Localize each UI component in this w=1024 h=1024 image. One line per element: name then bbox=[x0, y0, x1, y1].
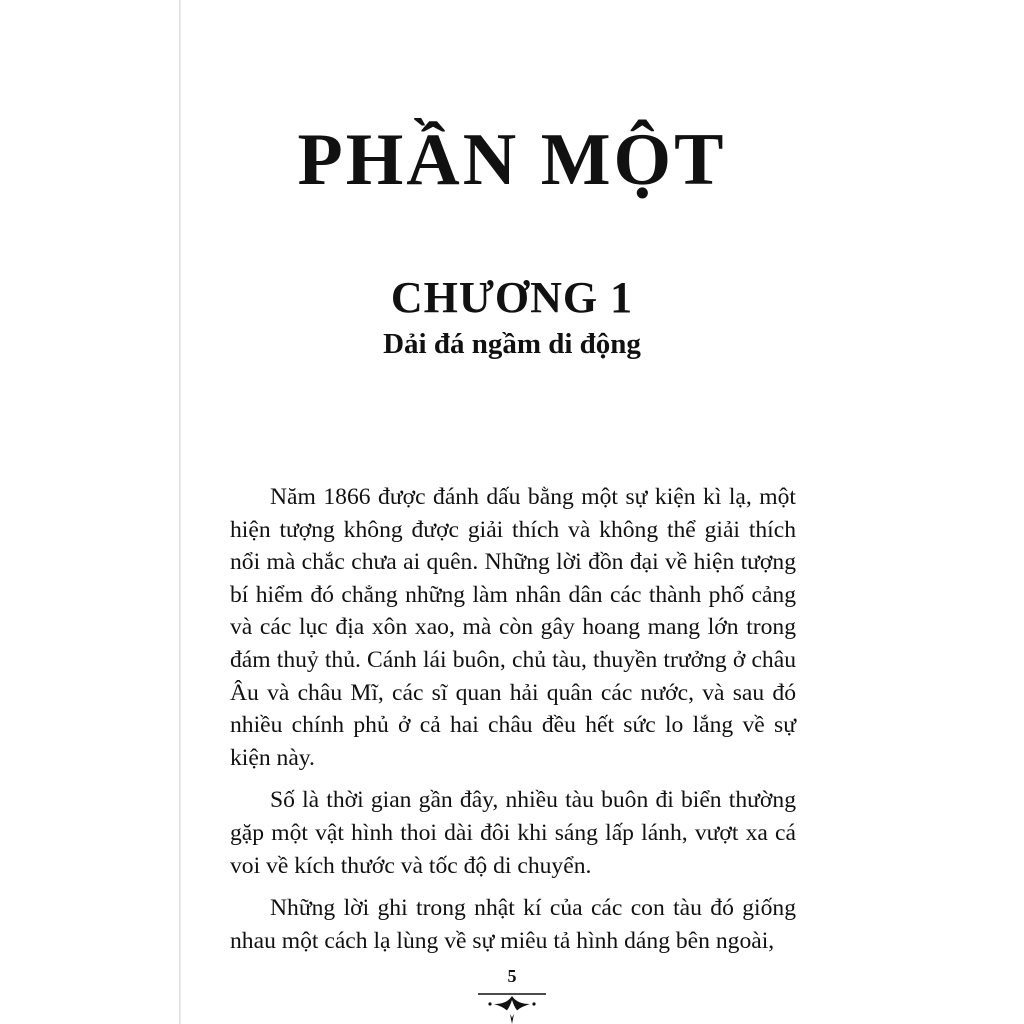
paragraph: Những lời ghi trong nhật kí của các con tàu đó giống nhau một cách lạ lùng về sự miêu tả hình dáng bên ngoài, bbox=[230, 895, 796, 954]
paragraph: Số là thời gian gần đây, nhiều tàu buôn đi biển thường gặp một vật hình thoi dài đôi khi sáng lấp lánh, vượt xa cá voi về kích thước và tốc độ di chuyển. bbox=[230, 787, 796, 879]
part-title: PHẦN MỘT bbox=[297, 119, 727, 201]
chapter-subtitle: Dải đá ngầm di động bbox=[383, 328, 641, 360]
chapter-title: CHƯƠNG 1 bbox=[390, 273, 634, 322]
paragraph: Năm 1866 được đánh dấu bằng một sự kiện kì lạ, một hiện tượng không được giải thích và không thể giải thích nổi mà chắc chưa ai quên. Những lời đồn đại về hiện tượng bí hiểm đó chẳng những làm nhân dân các thành phố cảng và các lục địa xôn xao, mà còn gây hoang mang lớn trong đám thuỷ thủ. Cánh lái buôn, chủ tàu, thuyền trưởng ở châu Âu và châu Mĩ, các sĩ quan hải quân các nước, và sau đó nhiều chính phủ ở cả hai châu đều hết sức lo lắng về sự kiện này. bbox=[230, 484, 796, 771]
chapter-body-text bbox=[230, 481, 796, 957]
fleuron-ornament-icon bbox=[472, 988, 552, 1024]
page-number: 5 bbox=[507, 966, 517, 986]
